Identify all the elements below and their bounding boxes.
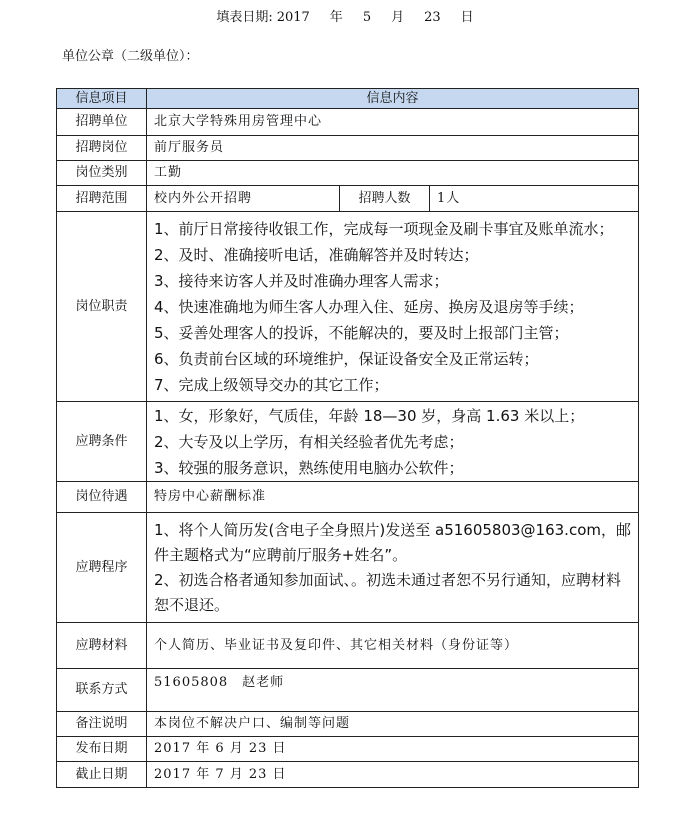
fill-date-year-char: 年 xyxy=(329,10,343,25)
table-row xyxy=(57,109,639,136)
category-value: 工勤 xyxy=(147,161,639,186)
table-row xyxy=(57,136,639,161)
fill-date-month-char: 月 xyxy=(391,10,405,25)
list-item: 5、妥善处理客人的投诉，不能解决的，要及时上报部门主管； xyxy=(154,323,569,342)
benefits-value: 特房中心薪酬标准 xyxy=(147,482,639,513)
procedure-step-2: 2、初选合格者通知参加面试、。初选未通过者恕不另行通知，应聘材料恕不退还。 xyxy=(154,570,622,614)
position-value: 前厅服务员 xyxy=(147,136,639,161)
contact-value: 51605808 赵老师 xyxy=(147,669,639,712)
table-row xyxy=(57,513,639,623)
col-header-content: 信息内容 xyxy=(147,89,639,109)
list-item: 4、快速准确地为师生客人办理入住、延房、换房及退房等手续； xyxy=(154,297,584,316)
position-label: 招聘岗位 xyxy=(57,136,147,161)
col-header-item: 信息项目 xyxy=(57,89,147,109)
scope-label: 招聘范围 xyxy=(57,186,147,212)
recruitment-info-table xyxy=(56,88,639,788)
list-item: 7、完成上级领导交办的其它工作； xyxy=(154,375,389,394)
table-row xyxy=(57,402,639,482)
list-item: 3、较强的服务意识，熟练使用电脑办公软件； xyxy=(154,458,464,477)
unit-seal-label: 单位公章（二级单位）： xyxy=(62,49,199,64)
fill-date-year: 2017 xyxy=(276,10,310,25)
fill-date-label: 填表日期: xyxy=(216,10,273,25)
fill-date-day: 23 xyxy=(424,10,441,25)
table-row xyxy=(57,623,639,669)
count-value: 1人 xyxy=(430,186,639,212)
requirements-list xyxy=(147,402,639,482)
list-item: 6、负责前台区域的环境维护，保证设备安全及正常运转； xyxy=(154,349,539,368)
contact-label: 联系方式 xyxy=(57,669,147,712)
list-item: 1、女，形象好，气质佳，年龄 18—30 岁，身高 1.63 米以上； xyxy=(154,406,585,425)
unit-value: 北京大学特殊用房管理中心 xyxy=(147,109,639,136)
table-row xyxy=(57,482,639,513)
table-row xyxy=(57,762,639,788)
publish-date-value: 2017 年 6 月 23 日 xyxy=(147,737,639,762)
table-row xyxy=(57,186,639,212)
table-row xyxy=(57,212,639,402)
publish-date-label: 发布日期 xyxy=(57,737,147,762)
list-item: 3、接待来访客人并及时准确办理客人需求； xyxy=(154,271,449,290)
table-row xyxy=(57,161,639,186)
procedure-step-1: 1、将个人简历发(含电子全身照片)发送至 a51605803@163.com，邮件主题格式为“应聘前厅服务+姓名”。 xyxy=(154,520,631,564)
deadline-value: 2017 年 7 月 23 日 xyxy=(147,762,639,788)
deadline-label: 截止日期 xyxy=(57,762,147,788)
table-header-row xyxy=(57,89,639,109)
procedure-label: 应聘程序 xyxy=(57,513,147,623)
count-label: 招聘人数 xyxy=(340,186,430,212)
materials-label: 应聘材料 xyxy=(57,623,147,669)
duties-list xyxy=(147,212,639,402)
table-row xyxy=(57,737,639,762)
materials-value: 个人简历、毕业证书及复印件、其它相关材料（身份证等） xyxy=(147,623,639,669)
benefits-label: 岗位待遇 xyxy=(57,482,147,513)
list-item: 2、大专及以上学历，有相关经验者优先考虑； xyxy=(154,432,464,451)
category-label: 岗位类别 xyxy=(57,161,147,186)
procedure-content xyxy=(147,513,639,623)
fill-date-day-char: 日 xyxy=(460,10,474,25)
fill-date-line xyxy=(0,6,690,25)
fill-date-month: 5 xyxy=(362,10,372,25)
duties-label: 岗位职责 xyxy=(57,212,147,402)
notes-label: 备注说明 xyxy=(57,712,147,737)
list-item: 1、前厅日常接待收银工作，完成每一项现金及刷卡事宜及账单流水； xyxy=(154,219,614,238)
table-row xyxy=(57,712,639,737)
notes-value: 本岗位不解决户口、编制等问题 xyxy=(147,712,639,737)
table-row xyxy=(57,669,639,712)
requirements-label: 应聘条件 xyxy=(57,402,147,482)
list-item: 2、及时、准确接听电话，准确解答并及时转达； xyxy=(154,245,479,264)
scope-value: 校内外公开招聘 xyxy=(147,186,340,212)
unit-label: 招聘单位 xyxy=(57,109,147,136)
